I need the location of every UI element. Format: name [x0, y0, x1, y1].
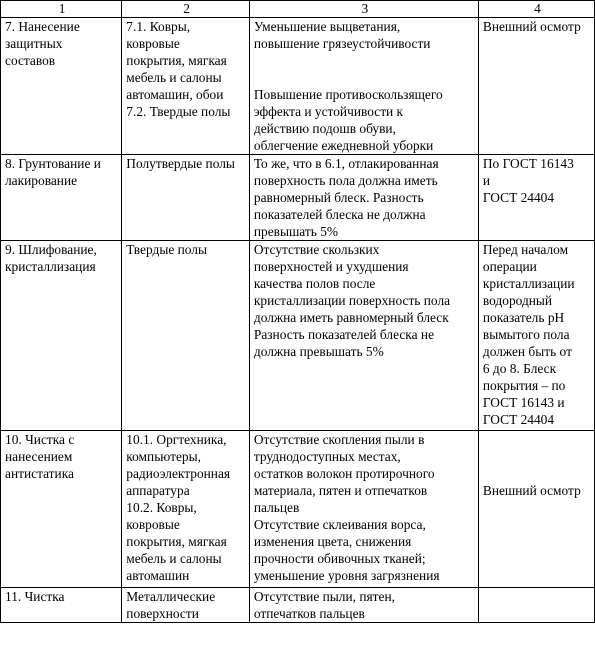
object-cell: Металлические поверхности — [122, 588, 250, 623]
control-method-cell: Внешний осмотр — [478, 18, 594, 155]
requirement-cell: То же, что в 6.1, отлакированная поверхность пола должна иметь равномерный блеск. Разность показателей блеска не должна превышать 5% — [249, 155, 478, 241]
operation-cell: 11. Чистка — [1, 588, 122, 623]
control-method-cell: По ГОСТ 16143 и ГОСТ 24404 — [478, 155, 594, 241]
table-header-row — [1, 1, 595, 18]
table-row — [1, 241, 595, 431]
spacer — [254, 52, 476, 86]
table-row — [1, 588, 595, 623]
control-method-cell: Перед началом операции кристаллизации водородный показатель pH вымытого пола должен быть от 6 до 8. Блеск покрытия – по ГОСТ 16143 и ГОСТ 24404 — [478, 241, 594, 431]
object-cell: 10.1. Оргтехника, компьютеры, радиоэлектронная аппаратура 10.2. Ковры, ковровые покрытия, мягкая мебель и салоны автомашин — [122, 431, 250, 588]
requirement-cell: Отсутствие пыли, пятен, отпечатков пальцев — [249, 588, 478, 623]
operation-cell: 10. Чистка с нанесением антистатика — [1, 431, 122, 588]
header-cell-1: 1 — [1, 1, 122, 18]
control-method-cell — [478, 588, 594, 623]
operation-cell: 8. Грунтование и лакирование — [1, 155, 122, 241]
requirement-text-part-1: Уменьшение выцветания, повышение грязеустойчивости — [253, 19, 431, 51]
object-cell: Твердые полы — [122, 241, 250, 431]
table-row — [1, 431, 595, 588]
control-method-cell — [478, 431, 594, 588]
requirement-cell: Отсутствие скопления пыли в труднодоступных местах, остатков волокон протирочного материала, пятен и отпечатков пальцев Отсутствие склеивания ворса, изменения цвета, снижения прочности обивочных тканей; уменьшение уровня загрязнения — [249, 431, 478, 588]
requirement-cell — [249, 18, 478, 155]
operation-cell: 7. Нанесение защитных составов — [1, 18, 122, 155]
header-cell-2: 2 — [122, 1, 250, 18]
object-cell: Полутвердые полы — [122, 155, 250, 241]
header-cell-4: 4 — [478, 1, 594, 18]
table-row — [1, 155, 595, 241]
spacer — [483, 431, 592, 482]
requirement-text-part-2: Повышение противоскользящего эффекта и устойчивости к действию подошв обуви, облегчение ежедневной уборки — [253, 87, 443, 153]
control-method-text: Внешний осмотр — [482, 483, 581, 498]
requirement-cell: Отсутствие скользких поверхностей и ухудшения качества полов после кристаллизации поверхность пола должна иметь равномерный блеск Разность показателей блеска не должна превышать 5% — [249, 241, 478, 431]
header-cell-3: 3 — [249, 1, 478, 18]
table-row — [1, 18, 595, 155]
operation-cell: 9. Шлифование, кристаллизация — [1, 241, 122, 431]
object-cell: 7.1. Ковры, ковровые покрытия, мягкая мебель и салоны автомашин, обои 7.2. Твердые полы — [122, 18, 250, 155]
